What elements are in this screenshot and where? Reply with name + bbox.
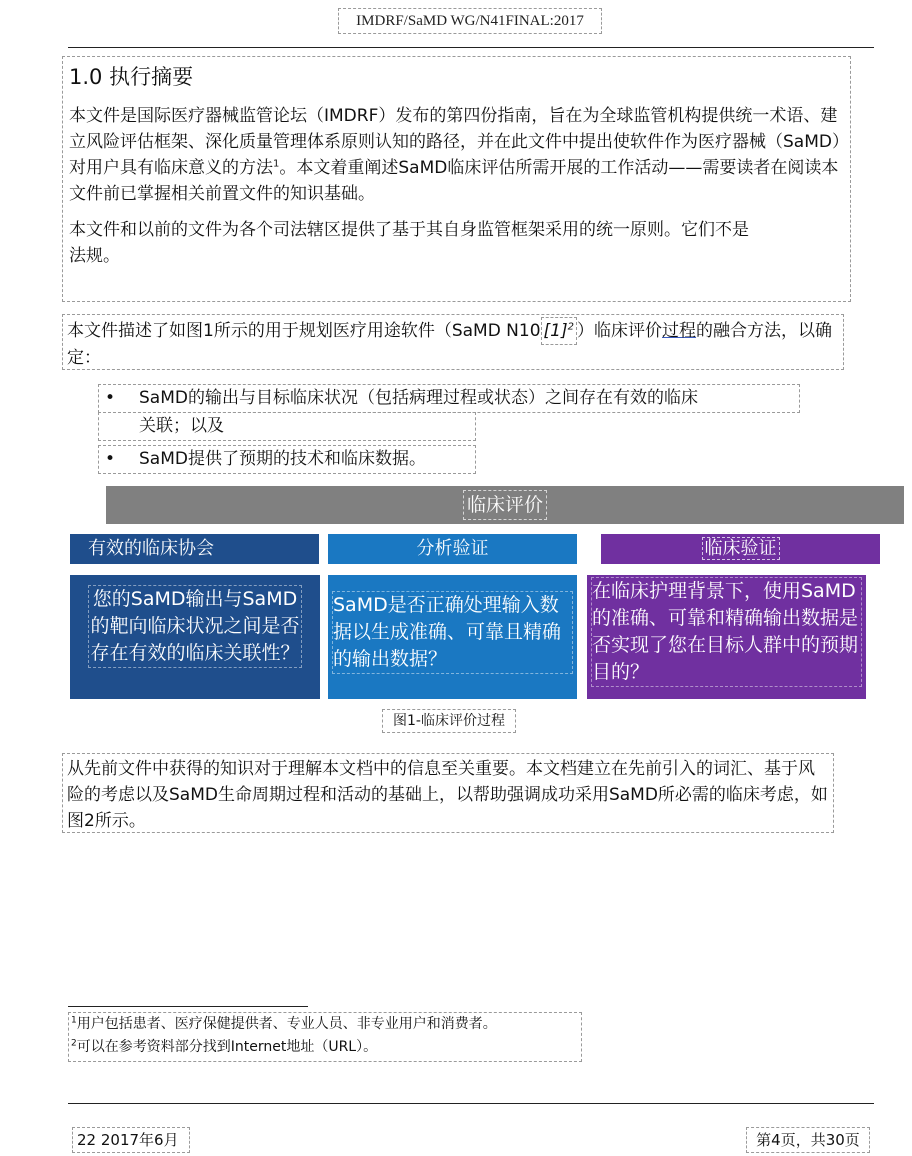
question-analytical-validation: SaMD是否正确处理输入数据以生成准确、可靠且精确的输出数据？ [328,575,577,699]
footnote-separator [68,1006,308,1007]
footnote-1: $^1$用户包括患者、医疗保健提供者、专业人员、非专业用户和消费者。 [71,1015,497,1032]
figure-title-bar [106,486,904,524]
page-number: 第4页，共30页 [746,1127,870,1153]
intro-paragraph: 本文件描述了如图1所示的用于规划医疗用途软件（SaMD N10 $[1]^2$ ）临床评价过程的融合方法，以确定： [62,314,844,370]
category-valid-clinical-association: 有效的临床协会 [70,534,319,564]
summary-paragraph-1: 本文件是国际医疗器械监管论坛（IMDRF）发布的第四份指南，旨在为全球监管机构提供统一术语、建立风险评估框架、深化质量管理体系原则认知的路径，并在此文件中提出使软件作为医疗器械（SaMD）对用户具有临床意义的方法$^1$。本文着重阐述SaMD临床评估所需开展的工作活动——需要读者在阅读本文件前已掌握相关前置文件的知识基础。 [69,106,841,204]
footer-rule [68,1103,874,1104]
list-item: • SaMD提供了预期的技术和临床数据。 [98,445,476,474]
header-rule [68,47,874,48]
footer-date: 22 2017年6月 [72,1127,190,1153]
question-valid-clinical-association: 您的SaMD输出与SaMD的靶向临床状况之间是否存在有效的临床关联性？ [70,575,320,699]
category-analytical-validation: 分析验证 [328,534,577,564]
reference-link[interactable]: $[1]^2$ [541,317,577,345]
document-id: IMDRF/SaMD WG/N41FINAL:2017 [338,8,602,34]
bullet-list [98,384,803,474]
figure-caption: 图1-临床评价过程 [382,709,516,733]
underlined-word: 过程 [662,321,697,341]
list-item: • SaMD的输出与目标临床状况（包括病理过程或状态）之间存在有效的临床 [98,384,800,413]
list-item-continuation: 关联；以及 [98,412,476,441]
knowledge-paragraph: 从先前文件中获得的知识对于理解本文档中的信息至关重要。本文档建立在先前引入的词汇、基于风险的考虑以及SaMD生命周期过程和活动的基础上，以帮助强调成功采用SaMD所必需的临床考虑，如图2所示。 [62,753,834,833]
executive-summary-section [62,56,851,302]
bullet-marker: • [105,449,116,469]
figure-title: 临床评价 [463,490,547,520]
question-clinical-validation: 在临床护理背景下，使用SaMD的准确、可靠和精确输出数据是否实现了您在目标人群中的预期目的？ [587,575,866,699]
footnote-ref-1[interactable]: 1 [273,158,280,170]
footnote-2: $^2$可以在参考资料部分找到Internet地址（URL）。 [71,1038,378,1055]
summary-paragraph-2: 本文件和以前的文件为各个司法辖区提供了基于其自身监管框架采用的统一原则。它们不是法规。 [69,220,749,266]
footnotes [68,1012,582,1062]
bullet-marker: • [105,388,116,408]
section-heading: 1.0 执行摘要 [69,65,194,89]
footnote-ref-2[interactable]: 2 [567,321,575,333]
category-clinical-validation: 临床验证 [601,534,880,564]
